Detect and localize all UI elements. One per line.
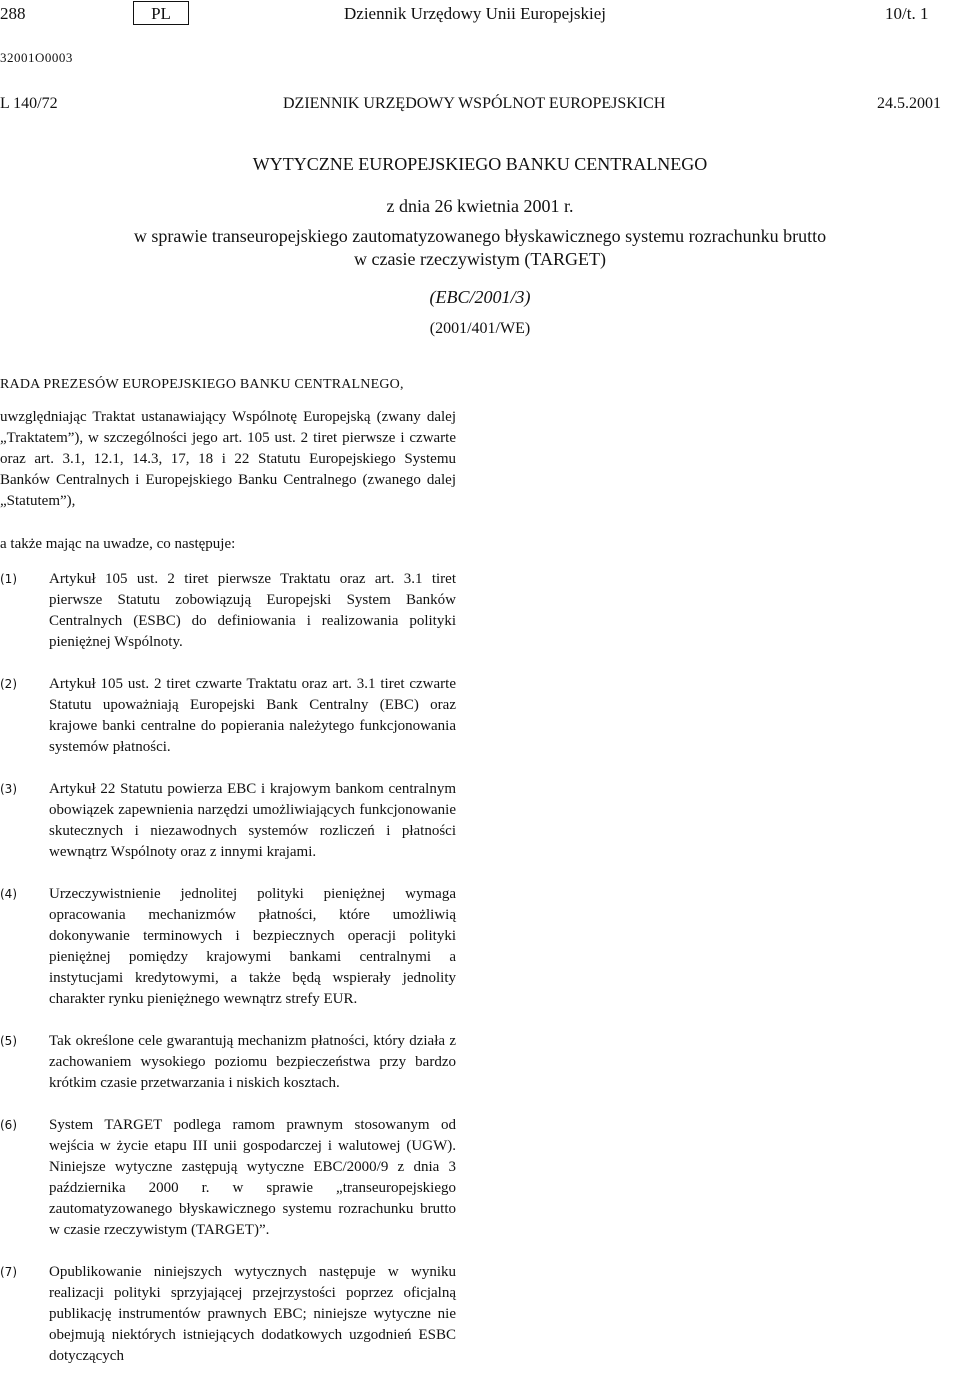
journal-title: Dziennik Urzędowy Unii Europejskiej [344,4,607,23]
recital-5 [0,1031,456,1094]
document-id: 32001O0003 [0,50,73,65]
having-regard-paragraph: uwzględniając Traktat ustanawiający Wspólnotę Europejską (zwany dalej „Traktatem”), w szczególności jego art. 105 ust. 2 tiret pierwsze i czwarte oraz art. 3.1, 12.1, 14.3, 17, 18 i 22 Statutu Europejskiego Systemu Banków Centralnych i Europejskiego Banku Centralnego (zwanego dalej „Statutem”), [0,409,456,509]
recital-number: (2) [0,677,17,691]
recital-4 [0,884,456,1010]
recital-7 [0,1262,456,1367]
recital-number: (4) [0,887,17,901]
volume-label: 10/t. 1 [885,4,929,23]
recital-3 [0,779,456,863]
recital-number: (6) [0,1118,17,1132]
recital-6 [0,1115,456,1241]
page-number: 288 [0,4,26,23]
recital-text: System TARGET podlega ramom prawnym stosowanym od wejścia w życie etapu III unii gospodarczej i walutowej (UGW). Niniejsze wytyczne zastępują wytyczne EBC/2000/9 z dnia 3 października 2000 r. w sprawie „transeuropejskiego zautomatyzowanego błyskawicznego systemu rozrachunku brutto w czasie rzeczywistym (TARGET)”. [49,1117,456,1238]
recital-text: Artykuł 105 ust. 2 tiret pierwsze Traktatu oraz art. 3.1 tiret pierwsze Statutu zobowiązują Europejski System Banków Centralnych (ESBC) do definiowania i realizowania polityki pieniężnej Wspólnoty. [49,571,456,650]
recital-2 [0,674,456,758]
document-date: z dnia 26 kwietnia 2001 r. [386,196,574,216]
we-reference: (2001/401/WE) [429,320,531,337]
recital-number: (3) [0,782,17,796]
recital-number: (5) [0,1034,17,1048]
document-title: WYTYCZNE EUROPEJSKIEGO BANKU CENTRALNEGO [252,154,708,174]
recital-text: Opublikowanie niniejszych wytycznych następuje w wyniku realizacji polityki sprzyjającej przejrzystości poprzez oficjalną publikację instrumentów prawnych EBC; niniejsze wytyczne nie obejmują niektórych istniejących dodatkowych uzgodnień ESBC dotyczących [49,1264,456,1364]
recital-text: Tak określone cele gwarantują mechanizm płatności, który działa z zachowaniem wysokiego poziomu bezpieczeństwa przy bardzo krótkim czasie przetwarzania i niskich kosztach. [49,1033,456,1091]
ebc-reference: (EBC/2001/3) [429,287,531,307]
language-badge: PL [133,1,189,25]
recital-number: (1) [0,572,17,586]
recital-text: Urzeczywistnienie jednolitej polityki pieniężnej wymaga opracowania mechanizmów płatności, które umożliwią dokonywanie terminowych i bezpiecznych operacji polityki pieniężnej pomiędzy krajowymi bankami centralnymi a instytucjami kredytowymi, a także będą wspierały jednolity charakter rynku pieniężnego wewnątrz strefy EUR. [49,886,456,1007]
source-date: 24.5.2001 [877,95,941,112]
source-journal-name: DZIENNIK URZĘDOWY WSPÓLNOT EUROPEJSKICH [283,95,666,112]
recital-text: Artykuł 22 Statutu powierza EBC i krajowym bankom centralnym obowiązek zapewnienia narzędzi umożliwiających funkcjonowanie skutecznych i niezawodnych systemów rozliczeń i płatności wewnątrz Wspólnoty oraz z innymi krajami. [49,781,456,860]
recital-text: Artykuł 105 ust. 2 tiret czwarte Traktatu oraz art. 3.1 tiret czwarte Statutu upoważniają Europejski Bank Centralny (EBC) oraz krajowe banki centralne do popierania należytego funkcjonowania systemów płatności. [49,676,456,755]
left-column [0,374,456,1367]
recital-number: (7) [0,1265,17,1279]
source-reference: L 140/72 [0,95,58,112]
whereas-line: a także mając na uwadze, co następuje: [0,536,236,552]
document-subject-line-1: w sprawie transeuropejskiego zautomatyzowanego błyskawicznego systemu rozrachunku brutto [133,226,827,246]
document-subject-line-2: w czasie rzeczywistym (TARGET) [354,249,606,269]
council-heading: RADA PREZESÓW EUROPEJSKIEGO BANKU CENTRALNEGO, [0,377,404,392]
recital-1 [0,569,456,653]
